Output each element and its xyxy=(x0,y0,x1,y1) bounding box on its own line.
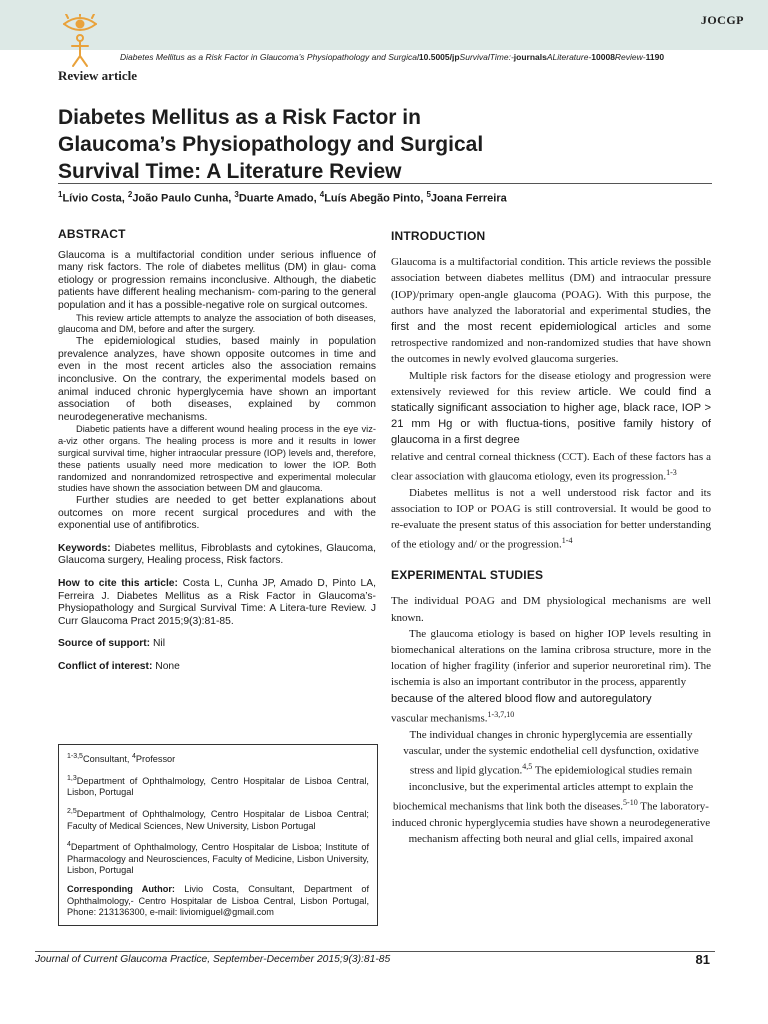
abstract-paragraph: Diabetic patients have a different wound healing process in the eye viz-a-viz other organs. The healing process is more and it results in lower surgical survival time, higher intraocular pressure (IOP) levels and, therefore, these patients usually need more medication to lower the IOP. Both randomized and nonrandomized retrospective and experimental molecular studies have shown the association between DM and glaucoma. xyxy=(58,424,376,494)
reference-sup: 1-3 xyxy=(666,467,677,477)
intro-paragraph xyxy=(391,449,711,485)
experimental-heading: EXPERIMENTAL STUDIES xyxy=(391,568,544,583)
affiliation-text: Department of Ophthalmology, Centro Hospitalar de Lisboa Central; Faculty of Medical Sciences, New University, Lisbon Portugal xyxy=(67,808,369,831)
article-title xyxy=(58,104,578,185)
author-name: Luís Abegão Pinto, xyxy=(324,192,427,205)
author-sup: 5 xyxy=(426,190,431,199)
corr-label: Corresponding Author: xyxy=(67,884,175,894)
support-label: Source of support: xyxy=(58,638,151,650)
author-sup: 4 xyxy=(319,190,325,199)
intro-text: Diabetes mellitus is not a well understood risk factor and its association to IOP or POAG is still controversial. It would be good to re-evaluate the present status of this association for better understanding of the etiology and/ or the progression. xyxy=(391,486,711,551)
author-sup: 2 xyxy=(127,190,133,199)
conflict-label: Conflict of interest: xyxy=(58,661,153,673)
reference-sup: 1-4 xyxy=(561,536,573,546)
intro-text: Multiple risk factors for the disease etiology and progression were extensively reviewed for this review xyxy=(391,369,711,398)
author-name: Joana Ferreira xyxy=(430,192,507,205)
intro-text: Glaucoma is a multifactorial condition. This article reviews the possible association between diabetes mellitus (DM) and intraocular pressure (IOP)/primary open-angle glaucoma (POAG). With this purpose, the authors have analyzed the laboratorial and experimental xyxy=(391,256,711,317)
intro-paragraph xyxy=(391,368,711,449)
abstract-paragraph: This review article attempts to analyze the association of both diseases, glaucoma and DM, before and after the surgery. xyxy=(58,312,376,335)
experimental-text: The epidemiological studies remain inconclusive, but the experimental articles attempt to explain the biochemical mechanisms that link both the diseases. xyxy=(393,764,694,813)
footer-rule xyxy=(35,951,715,952)
support-text: Nil xyxy=(150,638,165,650)
corr-text: Livio Costa, Consultant, Department of Ophthalmology,- Centro Hospitalar de Lisboa Central, Lisbon Portugal, Phone: 213136300, e-mail: liviomiguel@gmail.com xyxy=(67,884,369,918)
experimental-paragraph: The individual POAG and DM physiological mechanisms are well known. xyxy=(391,595,711,624)
affiliation-roles xyxy=(67,751,369,766)
intro-text: article. We could find a statically significant association to higher age, black race, IOP > 21 mm Hg or with fluctua-tions, positive family history of glaucoma in a first degree xyxy=(391,385,711,447)
intro-text: articles and some retrospective randomized and non-randomized studies that have shown the outcomes in newly evolved glaucoma surgeries. xyxy=(391,321,711,366)
affiliation-text: Department of Ophthalmology, Centro Hospitalar de Lisboa Central, Lisbon, Portugal xyxy=(67,775,369,798)
cite-label: How to cite this article: xyxy=(58,578,178,590)
title-line: Survival Time: A Literature Review xyxy=(58,160,402,183)
cite-text: Costa L, Cunha JP, Amado D, Pinto LA, Ferreira J. Diabetes Mellitus as a Risk Factor in Glaucoma’s- Physiopathology and Surgical Survival Time: A Litera-ture Review. J Curr Glaucoma Pract 2015;9(3):81-85. xyxy=(58,578,377,627)
abstract-paragraph: Glaucoma is a multifactorial condition under serious influence of many risk factors. The role of diabetes mellitus (DM) in glau- coma etiology or progression remains inconclusive. Although, the diabetic patients have different healing mechanism- com-paring to the general population and it has a possible-negative role on surgical outcomes. xyxy=(58,249,376,311)
running-head-title: Diabetes Mellitus as a Risk Factor in Glaucoma’s Physiopathology and Surgical xyxy=(120,52,419,62)
source-of-support xyxy=(58,638,376,651)
author-sup: 3 xyxy=(234,190,239,199)
affiliation-sup: 4 xyxy=(67,841,71,849)
abstract-paragraph: The epidemiological studies, based mainly in population prevalence analyzes, have shown opposite outcomes in time and even in the most recent articles also the association remains inconclusive. On the contrary, the experimental models based on animal induced chronic hyperglycemia have shown an important association of both diseases, explained by common neurodegenerative mechanisms. xyxy=(58,336,376,423)
corresponding-author xyxy=(67,884,369,919)
keywords-text: Diabetes mellitus, Fibroblasts and cytokines, Glaucoma, Glaucoma surgery, Healing process, Risk factors. xyxy=(58,542,376,567)
left-column xyxy=(58,228,376,674)
author-sup: 1 xyxy=(58,190,63,199)
running-head-num: 10008 xyxy=(591,52,615,62)
right-column xyxy=(391,228,711,847)
affiliation-text: Professor xyxy=(135,754,176,765)
affiliation xyxy=(67,773,369,799)
experimental-paragraph xyxy=(391,626,711,727)
affiliation-text: Consultant, xyxy=(82,754,132,765)
experimental-text: The glaucoma etiology is based on higher IOP levels resulting in biomechanical alterations on the lamina cribrosa structure, more in the location of higher fragility (inferior and superior neuroretinal rim). The ischemia is also an important contributor in the process, apparently xyxy=(391,627,711,689)
journal-logo-icon xyxy=(58,14,102,68)
introduction-heading: INTRODUCTION xyxy=(391,229,486,243)
title-line: Diabetes Mellitus as a Risk Factor in xyxy=(58,106,421,129)
title-rule xyxy=(58,183,712,184)
affiliations-box xyxy=(58,744,378,926)
experimental-paragraph xyxy=(391,727,711,848)
keywords xyxy=(58,543,376,568)
header-band xyxy=(0,0,768,50)
abstract-heading: ABSTRACT xyxy=(58,227,126,241)
running-head-end: 1190 xyxy=(645,52,665,62)
running-head-journals: journals xyxy=(513,52,547,62)
running-head-mid: SurvivalTime:- xyxy=(459,52,514,62)
experimental-text: vascular mechanisms. xyxy=(391,712,488,725)
affiliation-sup: 1,3 xyxy=(67,774,77,782)
footer-citation: Journal of Current Glaucoma Practice, September-December 2015;9(3):81-85 xyxy=(35,954,391,965)
reference-sup: 4,5 xyxy=(522,762,533,772)
running-head-review: Review- xyxy=(614,52,646,62)
experimental-text: The individual changes in chronic hyperglycemia are essentially vascular, under the systemic endothelial cell dysfunction, oxidative stress and lipid glycation. xyxy=(403,728,699,777)
section-type: Review article xyxy=(58,68,138,83)
affiliation-sup: 4 xyxy=(132,753,136,760)
conflict-of-interest xyxy=(58,661,376,674)
running-head-lit: ALiterature- xyxy=(546,52,592,62)
affiliation-sup: 2,5 xyxy=(67,807,77,815)
affiliation-sup: 1-3,5 xyxy=(67,753,83,760)
intro-paragraph xyxy=(391,485,711,553)
affiliation-text: Department of Ophthalmology, Centro Hospitalar de Lisboa; Institute of Pharmacology and Neurosciences, Faculty of Medicine, Lisbon University, Lisbon, Portugal xyxy=(67,842,369,876)
running-head xyxy=(120,52,664,62)
conflict-text: None xyxy=(152,661,180,673)
author-list xyxy=(58,190,507,205)
page-number: 81 xyxy=(695,952,710,967)
affiliation xyxy=(67,806,369,832)
intro-text: studies, the first and the most recent epidemiological xyxy=(391,304,711,334)
author-name: João Paulo Cunha, xyxy=(132,192,235,205)
intro-text: relative and central corneal thickness (CCT). Each of these factors has a clear association with glaucoma etiology, even its progression. xyxy=(391,450,711,483)
experimental-text: because of the altered blood flow and autoregulatory xyxy=(391,692,652,705)
author-name: Lívio Costa, xyxy=(62,192,128,205)
citation-note xyxy=(58,578,376,628)
affiliation xyxy=(67,839,369,877)
intro-paragraph xyxy=(391,254,711,367)
journal-code: JOCGP xyxy=(700,13,744,27)
keywords-label: Keywords: xyxy=(58,542,111,554)
title-line: Glaucoma’s Physiopathology and Surgical xyxy=(58,133,484,156)
reference-sup: 5-10 xyxy=(623,798,638,808)
running-head-doi: 10.5005/jp xyxy=(418,52,460,62)
reference-sup: 1-3,7,10 xyxy=(487,709,515,719)
abstract-paragraph: Further studies are needed to get better explanations about outcomes on more recent surgical procedures and with the exponential use of antifibrotics. xyxy=(58,495,376,532)
experimental-text: The laboratory-induced chronic hyperglycemia studies have shown a neurodegenerative mechanism affecting both neural and glial cells, impaired axonal xyxy=(391,800,711,846)
author-name: Duarte Amado, xyxy=(238,192,320,205)
